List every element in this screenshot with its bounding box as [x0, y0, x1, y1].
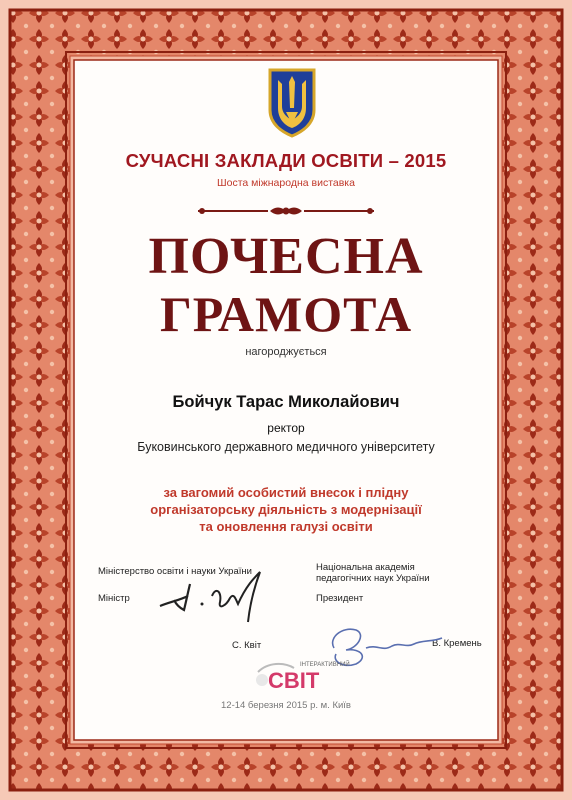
signature-left-icon [150, 556, 280, 626]
recipient-name: Бойчук Тарас Миколайович [172, 393, 400, 411]
right-signatory-role: Президент [316, 593, 364, 604]
expo-logo-small-text: ІНТЕРАКТИВНИЙ [300, 662, 350, 668]
left-signatory-name: С. Квіт [232, 640, 262, 651]
right-signatory-name: В. Кремень [432, 638, 482, 649]
event-dates: 12-14 березня 2015 р. м. Київ [221, 700, 351, 711]
reason-line1: за вагомий особистий внесок і плідну [163, 485, 409, 500]
ukraine-trident-emblem [266, 66, 318, 138]
ornament-divider-icon [198, 204, 374, 218]
left-signatory-role: Міністр [98, 593, 130, 604]
left-signatory-org: Міністерство освіти і науки України [98, 566, 252, 577]
reason-line2: організаторську діяльність з модернізації [150, 502, 422, 517]
recipient-organization: Буковинського державного медичного університету [137, 440, 435, 454]
certificate-title-line1: ПОЧЕСНА [148, 228, 424, 285]
certificate-title-line2: ГРАМОТА [159, 286, 413, 342]
expo-logo-word: СВІТ [268, 668, 320, 693]
exhibition-title: СУЧАСНІ ЗАКЛАДИ ОСВІТИ – 2015 [125, 150, 447, 171]
award-reason [0, 484, 572, 535]
right-signatory-org-line2: педагогічних наук України [316, 573, 430, 584]
reason-line3: та оновлення галузі освіти [199, 519, 373, 534]
right-signatory-org-line1: Національна академія [316, 562, 415, 573]
exhibition-subtitle: Шоста міжнародна виставка [217, 177, 355, 189]
awarded-text: нагороджується [245, 346, 327, 358]
recipient-position: ректор [267, 421, 305, 435]
